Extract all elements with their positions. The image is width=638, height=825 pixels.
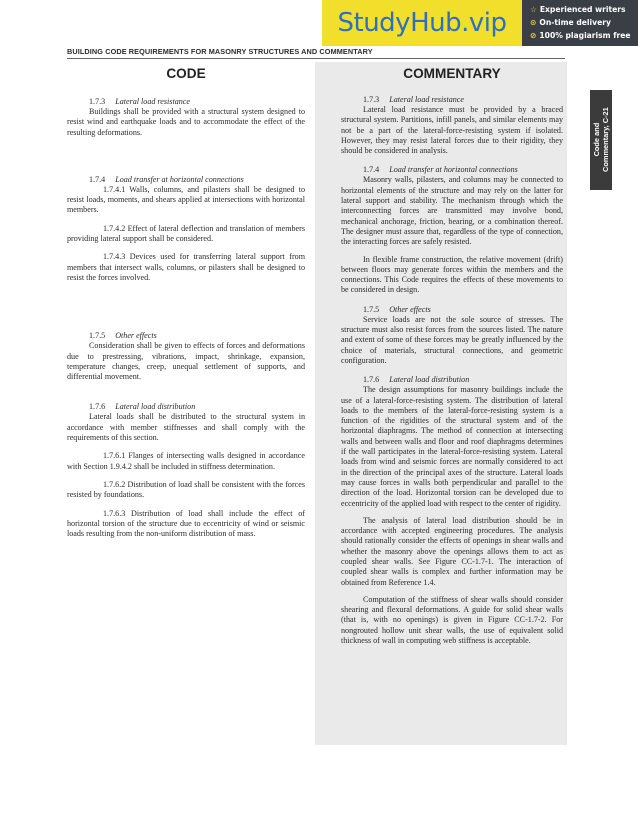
section-title: 1.7.3 Lateral load resistance [89,97,190,106]
section-text: Service loads are not the sole source of stresses. The structure must also resist forces from the sources listed. The nature and extent of some of these forces may be greatly influenced by the choice of materials, structural connections, and geometric configuration. [341,314,563,365]
commentary-section-1-7-3 [341,95,563,156]
section-text: 1.7.6.1 Flanges of intersecting walls designed in accordance with Section 1.9.4.2 shall be included in stiffness determination. [67,451,305,471]
watermark-banner [322,0,638,46]
commentary-section-1-7-4 [341,165,563,295]
commentary-section-1-7-6 [341,375,563,646]
running-header: BUILDING CODE REQUIREMENTS FOR MASONRY STRUCTURES AND COMMENTARY [67,47,373,56]
section-side-tab [590,90,612,190]
section-text: Computation of the stiffness of shear walls should consider shearing and flexural deformations. A guide for solid shear walls (that is, with no openings) is given in Figure CC-1.7-2. For nongrouted hollow unit shear walls, the use of equivalent solid thickness of wall in computing web stiffness is acceptable. [341,594,563,646]
section-text: The analysis of lateral load distribution should be in accordance with accepted engineering procedures. The analysis should rationally consider the effects of openings in shear walls and whether the masonry above the openings allows them to act as coupled shear walls. See Figure CC-1.7-1. The interaction of coupled shear walls is complex and further information may be obtained from Reference 1.4. [341,515,563,587]
section-title: 1.7.5 Other effects [363,304,431,314]
section-title: 1.7.4 Load transfer at horizontal connections [363,165,518,175]
banner-feature-1: ☆ Experienced writers [530,5,626,14]
code-section-1-7-5 [67,331,305,382]
clock-icon: ⊙ [530,18,537,27]
section-title: 1.7.6 Lateral load distribution [363,375,470,385]
code-section-1-7-3 [67,97,305,138]
commentary-content [341,66,563,646]
code-section-1-7-4 [67,175,305,283]
commentary-column [315,62,567,745]
side-tab-label: Code and Commentary, C-21 [591,107,610,173]
section-title: 1.7.3 Lateral load resistance [363,95,464,104]
star-icon: ☆ [530,5,537,14]
commentary-section-1-7-5 [341,305,563,366]
shield-icon: ⊘ [530,31,537,40]
section-text: Lateral loads shall be distributed to the structural system in accordance with member stiffnesses and shall comply with the requirements of this section. [67,412,305,443]
section-text: Masonry walls, pilasters, and columns may be connected to horizontal elements of the structure and may rely on the latter for lateral support and stability. The mechanism through which the interconnecting forces are transmitted may involve bond, mechanical anchorage, friction, bearing, or a combination thereof. The designer must assure that, regardless of the type of connection, the interacting forces are safely resisted. [341,175,563,247]
banner-feature-3: ⊘ 100% plagiarism free [530,31,631,40]
section-text: 1.7.6.2 Distribution of load shall be consistent with the forces resisted by foundations. [67,479,305,500]
section-text: 1.7.4.3 Devices used for transferring lateral support from members that intersect walls, columns, or pilasters shall be designed to resist the forces involved. [67,252,305,282]
section-title: 1.7.5 Other effects [89,331,157,341]
section-title: 1.7.6 Lateral load distribution [89,402,196,412]
section-text: 1.7.4.1 Walls, columns, and pilasters shall be designed to resist loads, moments, and shears applied at intersections with horizontal members. [67,184,305,215]
section-text: Buildings shall be provided with a structural system designed to resist wind and earthquake loads and to accommodate the effect of the resulting deformations. [67,107,305,137]
studyhub-logo: StudyHub.vip [322,0,522,46]
code-heading: CODE [166,66,206,81]
section-text: Consideration shall be given to effects of forces and deformations due to prestressing, vibrations, impact, shrinkage, expansion, temperature changes, creep, unequal settlement of supports, and differential movement. [67,341,305,382]
code-section-1-7-6 [67,402,305,539]
section-title: 1.7.4 Load transfer at horizontal connections [89,174,244,184]
section-text: 1.7.4.2 Effect of lateral deflection and translation of members providing lateral support shall be considered. [67,223,305,244]
section-text: Lateral load resistance must be provided by a braced structural system. Partitions, infill panels, and similar elements may not be a part of the lateral-force-resisting system if isolated. However, they may resist lateral forces due to their rigidity, they should be considered in analysis. [341,105,563,156]
banner-features [522,0,638,46]
header-rule [67,58,565,59]
section-text: The design assumptions for masonry buildings include the use of a lateral-force-resisting system. The distribution of lateral loads to the members of the lateral-force-resisting system is a function of the rigidities of the structural system and of the horizontal diaphragms. The method of connection at intersecting walls and between walls and floor and roof diaphragms determines if the wall participates in the lateral-force-resisting system. Lateral loads from wind and seismic forces are normally considered to act in the direction of the principal axes of the structure. Lateral loads may cause forces in walls both perpendicular and parallel to the direction of the load. Horizontal torsion can be developed due to eccentricity of the applied load with respect to the center of rigidity. [341,385,563,508]
section-text: In flexible frame construction, the relative movement (drift) between floors may generate forces within the members and the connections. This Code requires the effects of these movements to be considered in design. [341,254,563,295]
commentary-heading: COMMENTARY [403,66,501,81]
code-column [67,66,305,539]
section-text: 1.7.6.3 Distribution of load shall include the effect of horizontal torsion of the structure due to eccentricity of wind or seismic loads resulting from the non-uniform distribution of mass. [67,508,305,539]
banner-feature-2: ⊙ On-time delivery [530,18,611,27]
